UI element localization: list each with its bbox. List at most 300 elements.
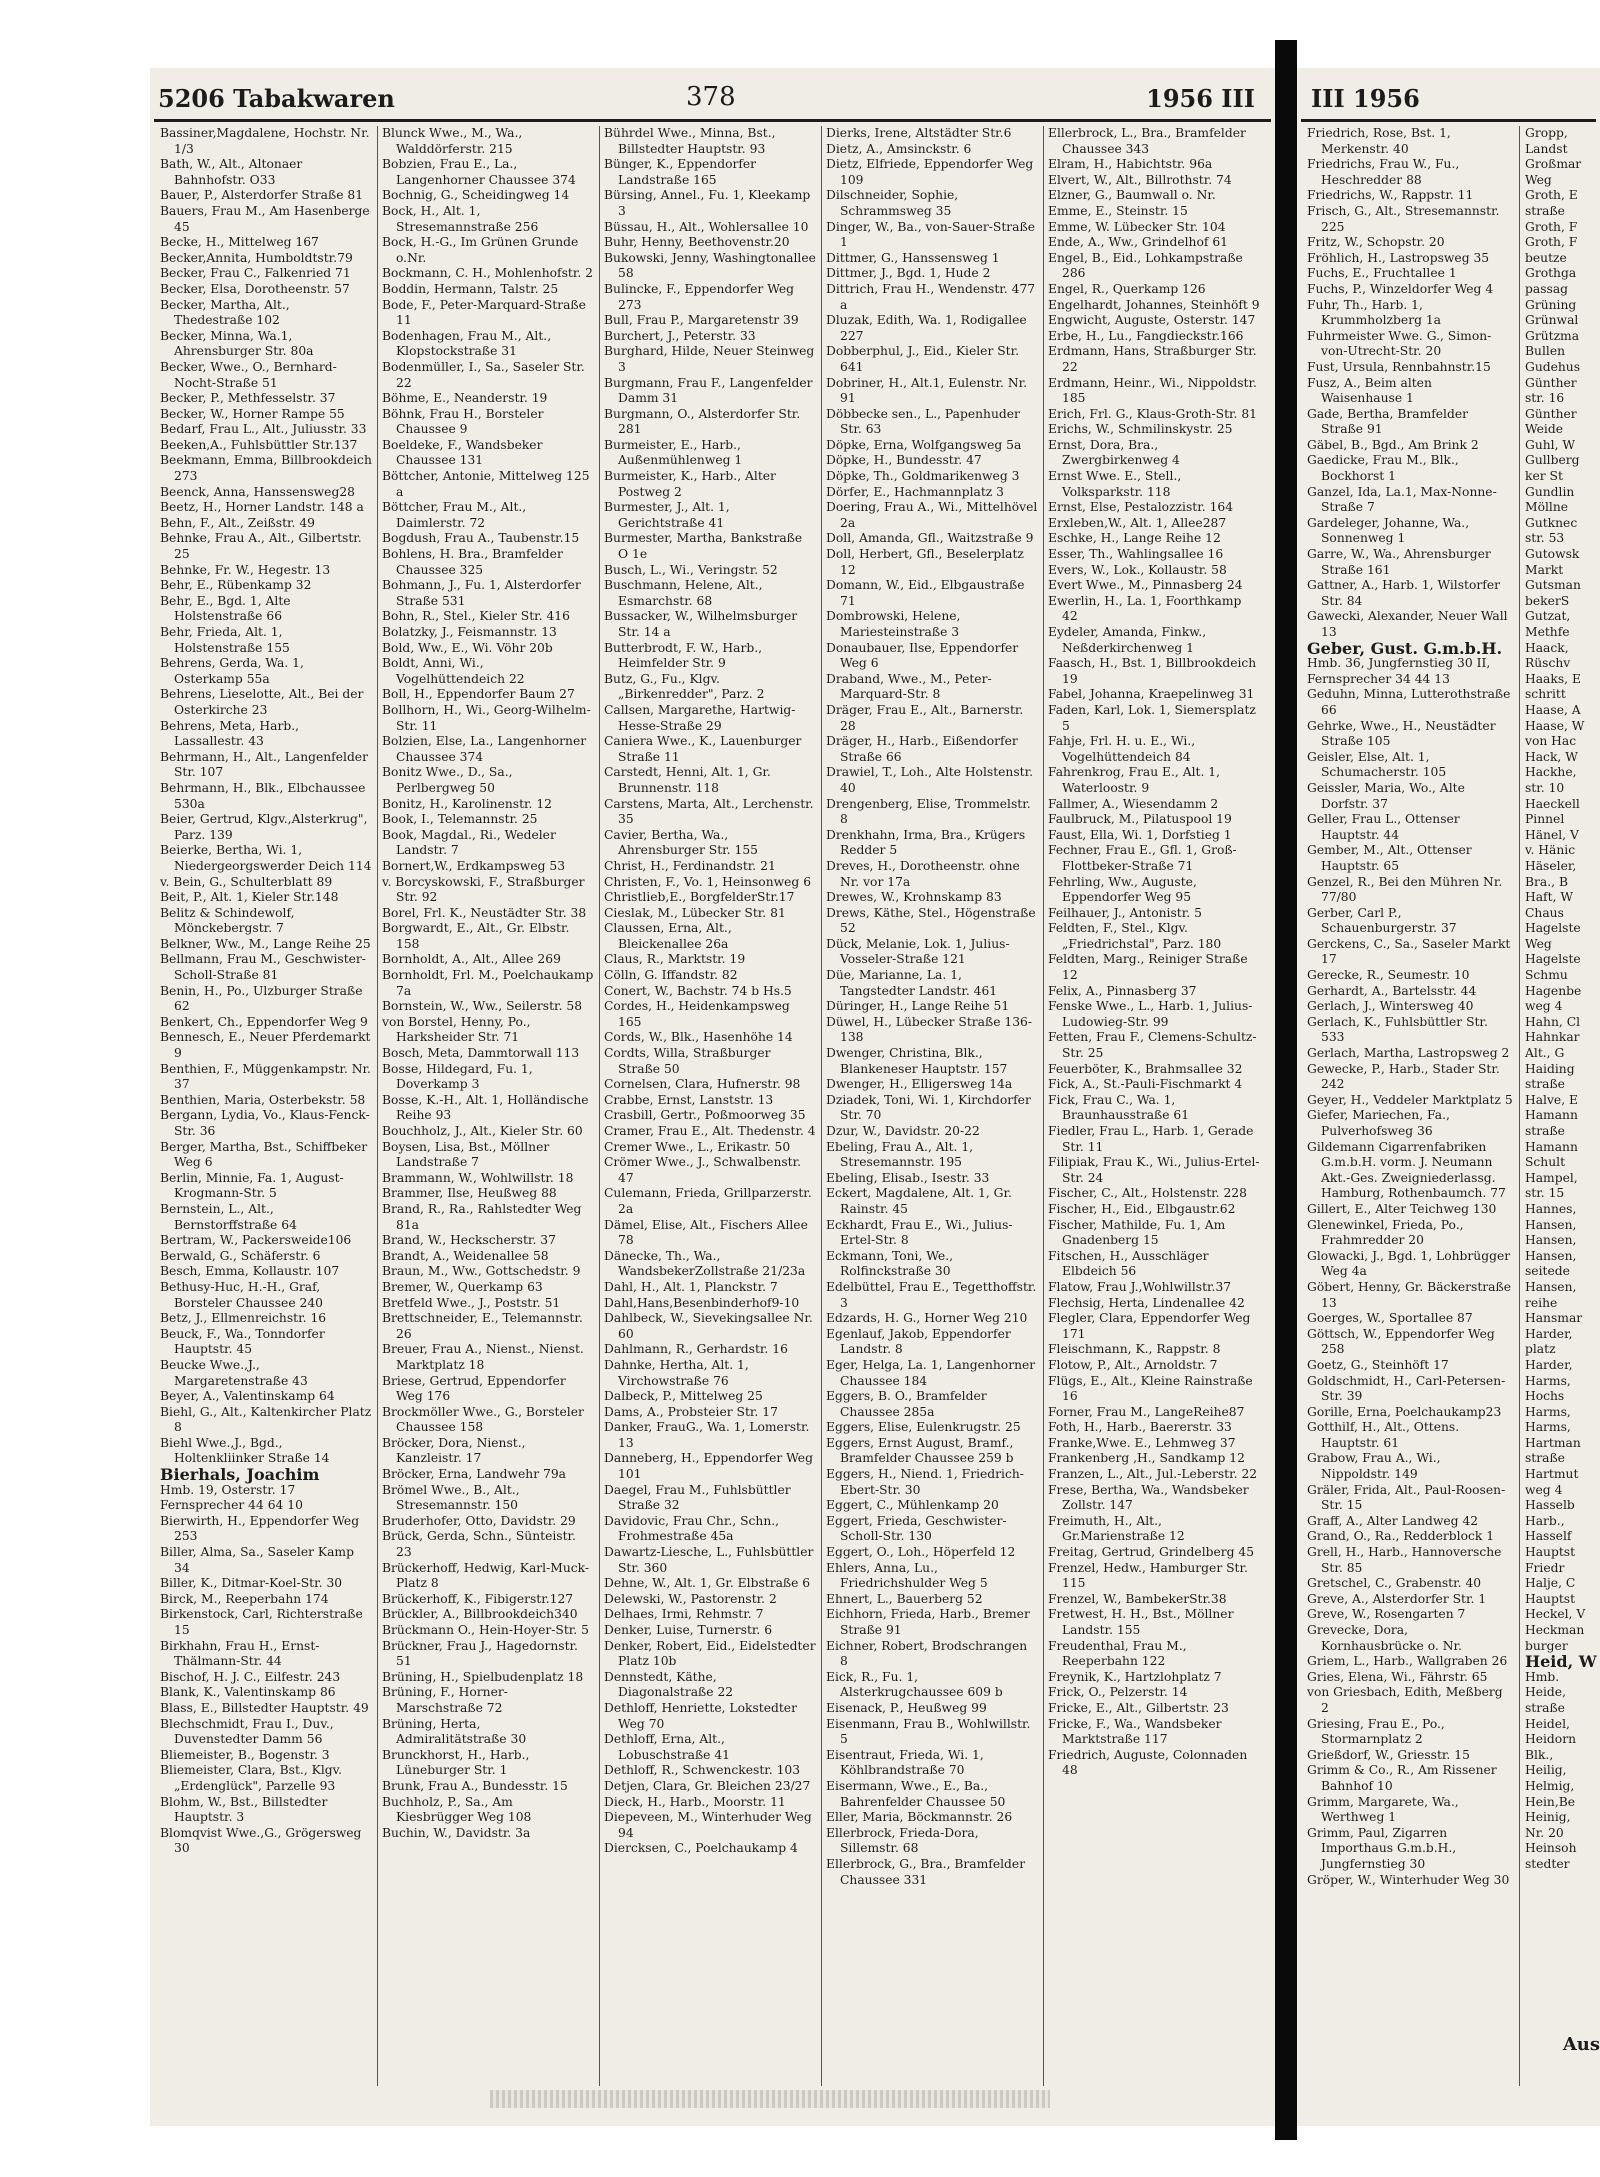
directory-entry: Eggert, O., Loh., Höperfeld 12 (826, 1545, 1016, 1560)
directory-entry: Egenlauf, Jakob, Eppendorfer Landstr. 8 (826, 1326, 1011, 1357)
directory-entry: Bra., B (1525, 874, 1569, 889)
directory-entry: Felix, A., Pinnasberg 37 (1048, 983, 1197, 998)
directory-entry: Cremer Wwe., L., Erikastr. 50 (604, 1139, 791, 1154)
directory-entry: Eichhorn, Frieda, Harb., Bremer Straße 91 (826, 1607, 1030, 1637)
directory-entry: Hack, W (1525, 749, 1578, 764)
directory-entry: Dennstedt, Käthe, Diagonalstraße 22 (604, 1669, 734, 1700)
directory-entry: Berlin, Minnie, Fa. 1, August-Krogmann-Str. 5 (160, 1170, 344, 1201)
directory-entry: Eschke, H., Lange Reihe 12 (1048, 531, 1221, 546)
directory-entry: Dams, A., Probsteier Str. 17 (604, 1404, 778, 1419)
directory-entry: Eichner, Robert, Brodschrangen 8 (826, 1638, 1028, 1669)
directory-entry: Brück, Gerda, Schn., Sünteistr. 23 (382, 1529, 576, 1560)
directory-entry: Fernsprecher 34 44 13 (1307, 671, 1450, 686)
directory-entry: Detjen, Clara, Gr. Bleichen 23/27 (604, 1778, 811, 1793)
directory-entry: Hauptst (1525, 1545, 1576, 1560)
directory-entry: Fallmer, A., Wiesendamm 2 (1048, 796, 1219, 811)
directory-entry: Haiding (1525, 1061, 1575, 1076)
directory-entry: Gäbel, B., Bgd., Am Brink 2 (1307, 437, 1479, 452)
directory-entry: Dinger, W., Ba., von-Sauer-Straße 1 (826, 219, 1035, 250)
directory-entry: Ehlers, Anna, Lu., Friedrichshulder Weg 5 (826, 1560, 988, 1591)
directory-entry: Erdmann, Heinr., Wi., Nippoldstr. 185 (1048, 375, 1257, 406)
directory-entry: Drenkhahn, Irma, Bra., Krügers Redder 5 (826, 827, 1026, 858)
directory-entry: Burgmann, Frau F., Langenfelder Damm 31 (604, 375, 813, 406)
directory-entry: Grüning (1525, 297, 1577, 312)
directory-entry: Gardeleger, Johanne, Wa., Sonnenweg 1 (1307, 515, 1470, 546)
directory-entry: Gundlin (1525, 484, 1575, 499)
directory-entry: Brückerhoff, K., Fibigerstr.127 (382, 1591, 574, 1606)
directory-entry: Erdmann, Hans, Straßburger Str. 22 (1048, 344, 1257, 374)
directory-entry: Fricke, E., Alt., Gilbertstr. 23 (1048, 1700, 1229, 1715)
directory-entry: Gröper, W., Winterhuder Weg 30 (1307, 1872, 1510, 1887)
footer-bleed-text (490, 2090, 1050, 2108)
directory-entry: Erbe, H., Lu., Fangdieckstr.166 (1048, 328, 1244, 343)
directory-entry: Frankenberg ,H., Sandkamp 12 (1048, 1451, 1245, 1466)
directory-entry: Dahl,Hans,Besenbinderhof9-10 (604, 1295, 800, 1310)
directory-entry: Berwald, G., Schäferstr. 6 (160, 1248, 321, 1263)
directory-entry: Hänel, V (1525, 827, 1579, 842)
directory-entry: Beetz, H., Horner Landstr. 148 a (160, 500, 364, 515)
directory-entry: Bischof, H. J. C., Eilfestr. 243 (160, 1669, 341, 1684)
directory-entry: Gerlach, K., Fuhlsbüttler Str. 533 (1307, 1014, 1488, 1045)
directory-entry: Ellerbrock, G., Bra., Bramfelder Chaussee 331 (826, 1856, 1026, 1887)
directory-entry: Gattner, A., Harb. 1, Wilstorfer Str. 84 (1307, 578, 1500, 608)
directory-entry: Bogdush, Frau A., Taubenstr.15 (382, 531, 580, 546)
directory-entry: Bennesch, E., Neuer Pferdemarkt 9 (160, 1030, 371, 1061)
directory-entry: Dobriner, H., Alt.1, Eulenstr. Nr. 91 (826, 375, 1028, 406)
directory-entry: Dämel, Elise, Alt., Fischers Allee 78 (604, 1217, 808, 1248)
directory-entry: Haack, (1525, 640, 1569, 655)
directory-entry: Biehl Wwe.,J., Bgd., Holtenkliinker Straße 14 (160, 1435, 330, 1466)
directory-entry: Beenck, Anna, Hanssensweg28 (160, 484, 355, 499)
directory-entry: Geyer, H., Veddeler Marktplatz 5 (1307, 1092, 1513, 1107)
directory-entry: Grimm & Co., R., Am Rissener Bahnhof 10 (1307, 1763, 1497, 1793)
directory-entry: Harb., (1525, 1513, 1565, 1528)
directory-entry: Beyer, A., Valentinskamp 64 (160, 1389, 335, 1404)
right-header-rule (1301, 119, 1596, 122)
directory-column-7 (1525, 126, 1600, 2086)
directory-entry: Griem, L., Harb., Wallgraben 26 (1307, 1654, 1508, 1669)
directory-entry: Dräger, H., Harb., Eißendorfer Straße 66 (826, 734, 1018, 764)
directory-entry: Eckert, Magdalene, Alt. 1, Gr. Rainstr. 45 (826, 1186, 1012, 1216)
directory-entry: Gries, Elena, Wi., Fährstr. 65 (1307, 1669, 1488, 1684)
directory-entry: Hmb. 19, Osterstr. 17 (160, 1482, 296, 1497)
directory-entry: Bünger, K., Eppendorfer Landstraße 165 (604, 157, 757, 187)
directory-entry: Brammann, W., Wohlwillstr. 18 (382, 1170, 574, 1185)
directory-entry: Erichs, W., Schmilinskystr. 25 (1048, 422, 1233, 437)
directory-entry: Gerlach, J., Wintersweg 40 (1307, 999, 1474, 1014)
directory-entry: Feuerböter, K., Brahmsallee 32 (1048, 1061, 1243, 1076)
directory-entry: Feldten, F., Stel., Klgv. „Friedrichstal", Parz. 180 (1048, 921, 1222, 951)
directory-entry: Hein,Be (1525, 1794, 1576, 1809)
directory-entry: Günther (1525, 375, 1577, 390)
directory-entry: Dück, Melanie, Lok. 1, Julius-Vosseler-Straße 121 (826, 936, 1010, 967)
directory-entry: Goetz, G., Steinhöft 17 (1307, 1357, 1449, 1372)
column-divider (599, 126, 600, 2086)
directory-entry: Book, I., Telemannstr. 25 (382, 812, 538, 827)
directory-entry: Blomqvist Wwe.,G., Grögersweg 30 (160, 1825, 362, 1856)
directory-entry: Geduhn, Minna, Lutterothstraße 66 (1307, 687, 1511, 717)
directory-entry: Beier, Gertrud, Klgv.,Alsterkrug", Parz. 139 (160, 812, 368, 842)
directory-entry: Drengenberg, Elise, Trommelstr. 8 (826, 796, 1031, 827)
directory-entry: Cornelsen, Clara, Hufnerstr. 98 (604, 1077, 801, 1092)
directory-entry: Ehnert, L., Bauerberg 52 (826, 1591, 983, 1606)
directory-entry: Borel, Frl. K., Neustädter Str. 38 (382, 905, 587, 920)
directory-entry: Garre, W., Wa., Ahrensburger Straße 161 (1307, 547, 1491, 577)
directory-entry: Friedrich, Auguste, Colonnaden 48 (1048, 1747, 1248, 1778)
directory-entry: Gutsman (1525, 578, 1581, 593)
directory-entry: von Hac (1525, 734, 1577, 749)
directory-entry: Becker, W., Horner Rampe 55 (160, 406, 345, 421)
directory-entry: Behn, F., Alt., Zeißstr. 49 (160, 515, 316, 530)
directory-entry: Bertram, W., Packersweide106 (160, 1233, 352, 1248)
header-right-year: 1956 III (1146, 84, 1255, 113)
directory-entry: Flügs, E., Alt., Kleine Rainstraße 16 (1048, 1373, 1253, 1404)
ausz-label: Aus (1562, 2034, 1600, 2055)
directory-entry: Düe, Marianne, La. 1, Tangstedter Landstr. 461 (826, 968, 998, 998)
directory-entry: Freudenthal, Frau M., Reeperbahn 122 (1048, 1638, 1187, 1669)
directory-entry: Conert, W., Bachstr. 74 b Hs.5 (604, 983, 792, 998)
directory-entry: Birkhahn, Frau H., Ernst-Thälmann-Str. 44 (160, 1638, 320, 1669)
directory-entry: Bulincke, F., Eppendorfer Weg 273 (604, 281, 794, 312)
directory-entry: Weg (1525, 172, 1552, 187)
directory-entry: Brüning, Herta, Admiralitätstraße 30 (382, 1716, 527, 1747)
directory-entry: Geissler, Maria, Wo., Alte Dorfstr. 37 (1307, 780, 1465, 811)
directory-entry: Doering, Frau A., Wi., Mittelhövel 2a (826, 500, 1038, 530)
directory-entry: Beit, P., Alt. 1, Kieler Str.148 (160, 890, 339, 905)
directory-entry: Brandt, A., Weidenallee 58 (382, 1248, 549, 1263)
directory-entry: Bull, Frau P., Margaretenstr 39 (604, 313, 799, 328)
directory-entry: Fretwest, H. H., Bst., Möllner Landstr. 155 (1048, 1607, 1234, 1637)
directory-entry: Fabel, Johanna, Kraepelinweg 31 (1048, 687, 1255, 702)
directory-entry: Fuhr, Th., Harb. 1, Krummholzberg 1a (1307, 297, 1442, 328)
directory-entry: Blunck Wwe., M., Wa., Walddörferstr. 215 (382, 126, 523, 156)
directory-entry: Becker, Wwe., O., Bernhard-Nocht-Straße 51 (160, 359, 337, 390)
directory-entry: Dahnke, Hertha, Alt. 1, Virchowstraße 76 (604, 1357, 749, 1388)
directory-entry: Fuhrmeister Wwe. G., Simon-von-Utrecht-Str. 20 (1307, 328, 1492, 359)
directory-entry: Bliemeister, Clara, Bst., Klgv. „Erdenglück", Parzelle 93 (160, 1763, 343, 1793)
directory-entry: Haeckell (1525, 796, 1580, 811)
directory-entry: Danker, FrauG., Wa. 1, Lomerstr. 13 (604, 1420, 810, 1450)
directory-entry: Bochnig, G., Scheidingweg 14 (382, 188, 570, 203)
directory-entry: Grießdorf, W., Griesstr. 15 (1307, 1747, 1470, 1762)
directory-entry: Boysen, Lisa, Bst., Möllner Landstraße 7 (382, 1139, 550, 1170)
page-header (150, 78, 1275, 118)
directory-entry: straße (1525, 203, 1565, 218)
directory-entry: Guhl, W (1525, 437, 1576, 452)
directory-entry: Friedrichs, Frau W., Fu., Heschredder 88 (1307, 157, 1460, 187)
directory-entry: Betz, J., Ellmenreichstr. 16 (160, 1311, 327, 1326)
directory-entry: Gerecke, R., Seumestr. 10 (1307, 968, 1470, 983)
directory-entry: Methfe (1525, 625, 1570, 639)
directory-entry: Burmester, J., Alt. 1, Gerichtstraße 41 (604, 500, 730, 530)
directory-entry: Belitz & Schindewolf, Mönckebergstr. 7 (160, 905, 295, 936)
directory-entry: Buchin, W., Davidstr. 3a (382, 1825, 531, 1840)
directory-entry: Eggers, Ernst August, Bramf., Bramfelder Chaussee 259 b (826, 1435, 1014, 1466)
directory-entry: Greve, A., Alsterdorfer Str. 1 (1307, 1591, 1487, 1606)
directory-entry: Helmig, (1525, 1778, 1575, 1793)
directory-entry: Gorille, Erna, Poelchaukamp23 (1307, 1404, 1502, 1419)
directory-entry: Donaubauer, Ilse, Eppendorfer Weg 6 (826, 640, 1019, 671)
directory-entry: Franzen, L., Alt., Jul.-Leberstr. 22 (1048, 1467, 1258, 1482)
directory-entry: Gehrke, Wwe., H., Neustädter Straße 105 (1307, 718, 1496, 749)
directory-entry: burger (1525, 1638, 1568, 1653)
directory-entry: Glenewinkel, Frieda, Po., Frahmredder 20 (1307, 1217, 1464, 1248)
directory-entry: Domann, W., Eid., Elbgaustraße 71 (826, 578, 1025, 608)
directory-entry: Bohmann, J., Fu. 1, Alsterdorfer Straße 531 (382, 578, 581, 608)
directory-entry: Groth, F (1525, 219, 1578, 234)
directory-entry: Dwenger, H., Elligersweg 14a (826, 1077, 1013, 1092)
directory-entry: Dittmer, J., Bgd. 1, Hude 2 (826, 266, 991, 281)
directory-entry: Halve, E (1525, 1092, 1579, 1107)
directory-entry: Dethloff, Henriette, Lokstedter Weg 70 (604, 1700, 797, 1731)
directory-entry: Dzur, W., Davidstr. 20-22 (826, 1124, 980, 1138)
directory-entry: Goldschmidt, H., Carl-Petersen-Str. 39 (1307, 1373, 1506, 1404)
directory-entry: Flechsig, Herta, Lindenallee 42 (1048, 1295, 1245, 1310)
directory-entry: Buschmann, Helene, Alt., Esmarchstr. 68 (604, 578, 763, 608)
directory-entry: Brückmann O., Hein-Hoyer-Str. 5 (382, 1623, 589, 1637)
directory-entry: Bretfeld Wwe., J., Poststr. 51 (382, 1295, 561, 1310)
directory-entry: Behrmann, H., Blk., Elbchaussee 530a (160, 780, 366, 811)
directory-entry: Dombrowski, Helene, Mariesteinstraße 3 (826, 609, 961, 639)
directory-entry: str. 53 (1525, 531, 1565, 546)
directory-entry: Hauptst (1525, 1591, 1576, 1606)
directory-entry: Bodenhagen, Frau M., Alt., Klopstockstraße 31 (382, 328, 552, 359)
directory-entry: Berger, Martha, Bst., Schiffbeker Weg 6 (160, 1139, 368, 1170)
directory-entry: Hasself (1525, 1529, 1572, 1544)
directory-entry: Fick, Frau C., Wa. 1, Braunhausstraße 61 (1048, 1092, 1190, 1123)
directory-entry: Büssau, H., Alt., Wohlersallee 10 (604, 219, 809, 234)
directory-entry: Ellerbrock, L., Bra., Bramfelder Chaussee 343 (1048, 126, 1246, 156)
directory-entry: Hamann (1525, 1139, 1578, 1154)
directory-entry: Ganzel, Ida, La.1, Max-Nonne-Straße 7 (1307, 484, 1497, 515)
directory-entry: Emme, E., Steinstr. 15 (1048, 203, 1188, 218)
directory-entry: Beuck, F., Wa., Tonndorfer Hauptstr. 45 (160, 1326, 325, 1357)
directory-entry: Döpke, H., Bundesstr. 47 (826, 453, 982, 468)
directory-entry: Engwicht, Auguste, Osterstr. 147 (1048, 313, 1256, 328)
directory-entry: Harder, (1525, 1357, 1573, 1372)
directory-entry: Flotow, P., Alt., Arnoldstr. 7 (1048, 1357, 1218, 1372)
directory-entry: Dittmer, G., Hanssensweg 1 (826, 250, 1000, 265)
directory-entry: Elvert, W., Alt., Billrothstr. 74 (1048, 172, 1232, 187)
directory-entry: Brunckhorst, H., Harb., Lüneburger Str. 1 (382, 1747, 530, 1778)
directory-entry: Bosse, K.-H., Alt. 1, Holländische Reihe 93 (382, 1092, 589, 1123)
directory-entry: Blank, K., Valentinskamp 86 (160, 1685, 336, 1700)
directory-entry: Rüschv (1525, 656, 1571, 671)
directory-entry: Bruderhofer, Otto, Davidstr. 29 (382, 1513, 576, 1528)
directory-entry: Gerckens, C., Sa., Saseler Markt 17 (1307, 936, 1511, 967)
directory-entry: straße (1525, 1700, 1565, 1715)
directory-entry: Flegler, Clara, Eppendorfer Weg 171 (1048, 1311, 1251, 1341)
directory-entry: Friedrichs, W., Rappstr. 11 (1307, 188, 1474, 203)
directory-entry: Christlieb,E., BorgfelderStr.17 (604, 890, 795, 905)
directory-entry: Boeldeke, F., Wandsbeker Chaussee 131 (382, 437, 543, 468)
directory-entry: Friedr (1525, 1560, 1565, 1575)
directory-entry: Dehne, W., Alt. 1, Gr. Elbstraße 6 (604, 1576, 811, 1591)
directory-entry: Bedarf, Frau L., Alt., Juliusstr. 33 (160, 422, 367, 437)
directory-entry: Haaks, E (1525, 671, 1581, 686)
directory-entry: Hampel, (1525, 1170, 1578, 1185)
directory-entry: Book, Magdal., Ri., Wedeler Landstr. 7 (382, 827, 556, 858)
directory-entry: Pinnel (1525, 812, 1565, 827)
directory-entry: Cords, W., Blk., Hasenhöhe 14 (604, 1030, 793, 1045)
directory-entry: Böttcher, Frau M., Alt., Daimlerstr. 72 (382, 500, 527, 530)
directory-entry: Callsen, Margarethe, Hartwig-Hesse-Straße 29 (604, 702, 796, 733)
directory-entry: Bonitz Wwe., D., Sa., Perlbergweg 50 (382, 765, 513, 795)
directory-entry: Behrens, Gerda, Wa. 1, Osterkamp 55a (160, 656, 304, 686)
directory-entry: Besch, Emma, Kollaustr. 107 (160, 1264, 340, 1279)
directory-entry: Benthien, Maria, Osterbekstr. 58 (160, 1092, 366, 1107)
directory-entry: Grevecke, Dora, Kornhausbrücke o. Nr. (1307, 1623, 1462, 1653)
directory-entry: Briese, Gertrud, Eppendorfer Weg 176 (382, 1373, 566, 1404)
directory-entry: Landst (1525, 141, 1568, 156)
directory-entry: Heidel, (1525, 1716, 1570, 1731)
directory-entry: Gutknec (1525, 515, 1578, 530)
directory-entry: Doll, Herbert, Gfl., Beselerplatz 12 (826, 547, 1024, 577)
directory-entry: Burmeister, E., Harb., Außenmühlenweg 1 (604, 437, 743, 468)
directory-entry: Hmb. 36, Jungfernstieg 30 II, (1307, 656, 1491, 671)
directory-entry: Eggert, Frieda, Geschwister-Scholl-Str. 130 (826, 1513, 1007, 1544)
directory-entry: Chaus (1525, 905, 1564, 920)
directory-entry: Delhaes, Irmi, Rehmstr. 7 (604, 1607, 764, 1622)
directory-entry: Fuchs, E., Fruchtallee 1 (1307, 266, 1457, 281)
directory-entry: Carstedt, Henni, Alt. 1, Gr. Brunnenstr. 118 (604, 765, 771, 795)
directory-entry: Freimuth, H., Alt., Gr.Marienstraße 12 (1048, 1513, 1185, 1544)
directory-entry: beutze (1525, 250, 1567, 265)
directory-column-3 (604, 126, 816, 2086)
directory-entry: Döbbecke sen., L., Papenhuder Str. 63 (826, 406, 1020, 437)
directory-entry: Markt (1525, 562, 1564, 577)
directory-entry: Edzards, H. G., Horner Weg 210 (826, 1311, 1028, 1326)
directory-entry: Gillert, E., Alter Teichweg 130 (1307, 1201, 1497, 1216)
directory-entry: Eggers, H., Niend. 1, Friedrich-Ebert-Str. 30 (826, 1467, 1024, 1497)
directory-entry: Brand, W., Heckscherstr. 37 (382, 1233, 556, 1248)
column-divider (821, 126, 822, 2086)
right-page-header (1297, 78, 1600, 118)
directory-entry: Becker, Minna, Wa.1, Ahrensburger Str. 80a (160, 328, 314, 359)
directory-entry: Harms, (1525, 1420, 1571, 1435)
directory-entry: Beekmann, Emma, Billbrookdeich 273 (160, 453, 372, 484)
directory-entry: Geisler, Else, Alt. 1, Schumacherstr. 105 (1307, 749, 1447, 780)
directory-entry: Fiedler, Frau L., Harb. 1, Gerade Str. 11 (1048, 1124, 1254, 1154)
directory-entry: Bonitz, H., Karolinenstr. 12 (382, 796, 553, 811)
directory-entry: Eggert, C., Mühlenkamp 20 (826, 1498, 999, 1513)
directory-entry: Freynik, K., Hartzlohplatz 7 (1048, 1669, 1222, 1684)
directory-entry: Schmu (1525, 968, 1568, 983)
directory-entry: Blk., (1525, 1747, 1554, 1762)
directory-entry: Dräger, Frau E., Alt., Barnerstr. 28 (826, 702, 1024, 733)
directory-entry: Behrens, Lieselotte, Alt., Bei der Osterkirche 23 (160, 687, 364, 717)
directory-entry: Brückler, A., Billbrookdeich340 (382, 1607, 578, 1622)
directory-entry: Dietz, A., Amsinckstr. 6 (826, 141, 972, 156)
directory-entry: Faulbruck, M., Pilatuspool 19 (1048, 812, 1232, 827)
directory-entry: Burmester, Martha, Bankstraße O 1e (604, 531, 803, 562)
directory-entry: Eisentraut, Frieda, Wi. 1, Köhlbrandstraße 70 (826, 1747, 984, 1778)
directory-entry: Dahlbeck, W., Sievekingsallee Nr. 60 (604, 1311, 813, 1341)
directory-entry: Düwel, H., Lübecker Straße 136-138 (826, 1014, 1033, 1045)
directory-entry: Birkenstock, Carl, Richterstraße 15 (160, 1607, 363, 1637)
directory-entry: Hartman (1525, 1435, 1581, 1450)
directory-entry: Möllne (1525, 500, 1569, 515)
directory-entry: Hasselb (1525, 1498, 1575, 1513)
directory-entry: Böttcher, Antonie, Mittelweg 125 a (382, 469, 590, 499)
directory-entry: Giefer, Mariechen, Fa., Pulverhofsweg 36 (1307, 1108, 1450, 1138)
directory-entry: Grabow, Frau A., Wi., Nippoldstr. 149 (1307, 1451, 1441, 1482)
directory-entry: Carstens, Marta, Alt., Lerchenstr. 35 (604, 796, 814, 827)
directory-entry: Engel, R., Querkamp 126 (1048, 281, 1206, 296)
directory-entry: Eisermann, Wwe., E., Ba., Bahrenfelder Chaussee 50 (826, 1778, 1006, 1809)
directory-entry: Döpke, Th., Goldmarikenweg 3 (826, 469, 1020, 484)
directory-entry: str. 15 (1525, 1186, 1565, 1201)
directory-entry: Frenzel, Hedw., Hamburger Str. 115 (1048, 1560, 1248, 1591)
directory-entry: Heckman (1525, 1623, 1585, 1637)
directory-entry: Forner, Frau M., LangeReihe87 (1048, 1404, 1245, 1419)
directory-entry: Dahlmann, R., Gerhardstr. 16 (604, 1342, 788, 1357)
directory-entry: Burmeister, K., Harb., Alter Postweg 2 (604, 469, 776, 499)
column-divider (377, 126, 378, 2086)
directory-entry: Haase, W (1525, 718, 1585, 733)
directory-entry: Ernst, Else, Pestalozzistr. 164 (1048, 500, 1234, 515)
directory-entry: Brettschneider, E., Telemannstr. 26 (382, 1311, 583, 1341)
directory-entry: v. Hänic (1525, 843, 1576, 858)
directory-entry: Bollhorn, H., Wi., Georg-Wilhelm-Str. 11 (382, 702, 591, 733)
directory-entry: Gretschel, C., Grabenstr. 40 (1307, 1576, 1482, 1591)
directory-entry: Gropp, (1525, 126, 1568, 140)
directory-entry: Eller, Maria, Böckmannstr. 26 (826, 1810, 1013, 1825)
directory-entry: Geber, Gust. G.m.b.H. (1307, 638, 1503, 658)
directory-entry: Göttsch, W., Eppendorfer Weg 258 (1307, 1326, 1495, 1357)
directory-entry: Ewerlin, H., La. 1, Foorthkamp 42 (1048, 593, 1242, 624)
directory-entry: Brunk, Frau A., Bundesstr. 15 (382, 1778, 568, 1793)
directory-entry: Hahn, Cl (1525, 1014, 1581, 1029)
directory-entry: stedter (1525, 1856, 1570, 1871)
directory-entry: Draband, Wwe., M., Peter-Marquard-Str. 8 (826, 671, 992, 702)
directory-entry: Weg (1525, 936, 1552, 951)
directory-entry: Ernst Wwe. E., Stell., Volksparkstr. 118 (1048, 469, 1182, 499)
directory-entry: Biehl, G., Alt., Kaltenkircher Platz 8 (160, 1404, 372, 1435)
directory-entry: Eckhardt, Frau E., Wi., Julius-Ertel-Str. 8 (826, 1217, 1013, 1248)
directory-entry: Dobberphul, J., Eid., Kieler Str. 641 (826, 344, 1020, 374)
directory-entry: weg 4 (1525, 999, 1563, 1014)
directory-entry: Butterbrodt, F. W., Harb., Heimfelder Str. 9 (604, 640, 763, 671)
directory-entry: Heinsoh (1525, 1841, 1577, 1856)
directory-entry: Burghard, Hilde, Neuer Steinweg 3 (604, 344, 815, 374)
header-rule (154, 119, 1271, 122)
directory-entry: Dahl, H., Alt. 1, Planckstr. 7 (604, 1279, 778, 1294)
directory-entry: Gaedicke, Frau M., Blk., Bockhorst 1 (1307, 453, 1459, 484)
directory-entry: Evers, W., Lok., Kollaustr. 58 (1048, 562, 1227, 577)
directory-entry: Hagenbe (1525, 983, 1582, 998)
directory-entry: Gotthilf, H., Alt., Ottens. Hauptstr. 61 (1307, 1420, 1460, 1450)
directory-entry: Benthien, F., Müggenkampstr. Nr. 37 (160, 1061, 371, 1092)
directory-entry: Harder, (1525, 1326, 1573, 1341)
directory-entry: Halje, C (1525, 1576, 1576, 1591)
directory-entry: Behrens, Meta, Harb., Lassallestr. 43 (160, 718, 300, 749)
directory-entry: Bergann, Lydia, Vo., Klaus-Fenck-Str. 36 (160, 1108, 370, 1138)
directory-column-4 (826, 126, 1038, 2086)
directory-entry: Hagelste (1525, 921, 1581, 936)
directory-entry: Fleischmann, K., Rappstr. 8 (1048, 1342, 1221, 1357)
directory-entry: Frenzel, W., BambekerStr.38 (1048, 1591, 1227, 1606)
directory-entry: Gawecki, Alexander, Neuer Wall 13 (1307, 609, 1508, 639)
directory-entry: str. 10 (1525, 780, 1565, 795)
directory-entry: Becker, Frau C., Falkenried 71 (160, 266, 351, 281)
directory-entry: Harms, (1525, 1373, 1571, 1388)
directory-entry: Graff, A., Alter Landweg 42 (1307, 1513, 1479, 1528)
directory-column-2 (382, 126, 594, 2086)
directory-entry: schritt (1525, 687, 1566, 702)
directory-entry: Brüning, F., Horner-Marschstraße 72 (382, 1685, 508, 1715)
directory-entry: Claus, R., Marktstr. 19 (604, 952, 746, 967)
